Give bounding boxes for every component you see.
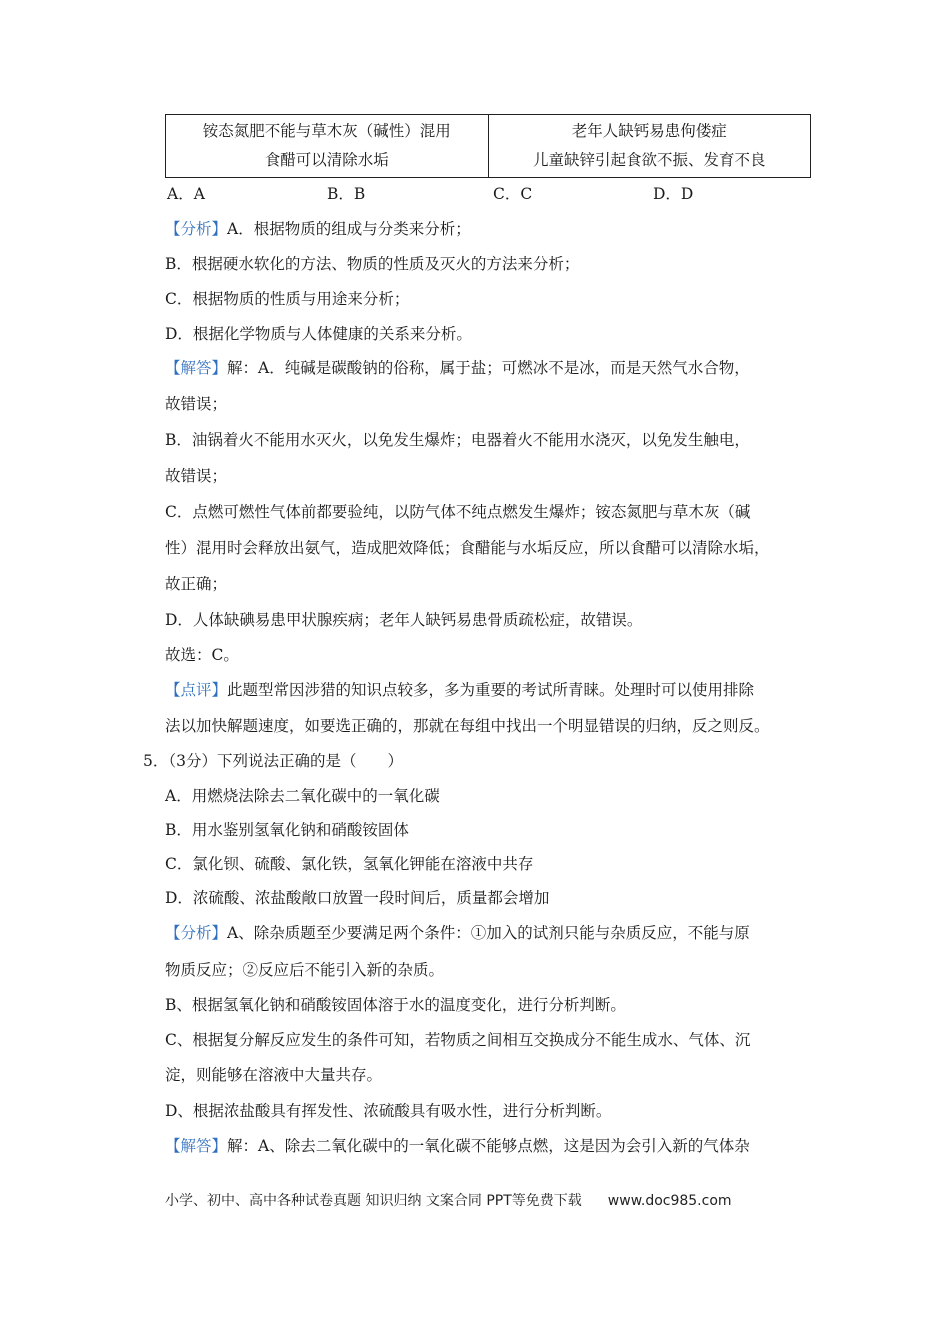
choice-a: A．A: [167, 185, 205, 203]
answer-text: 解：A．纯碱是碳酸钠的俗称，属于盐；可燃冰不是冰，而是天然气水合物，: [227, 359, 750, 377]
q4-answer-b: B．油锅着火不能用水灭火，以免发生爆炸；电器着火不能用水浇灭，以免发生触电，: [165, 431, 750, 449]
answer-tag: 【解答】: [165, 1137, 228, 1155]
page-footer: [165, 1190, 732, 1210]
q4-answer-c-cont: 故正确；: [165, 575, 228, 593]
table-cell-line: 儿童缺锌引起食欲不振、发育不良: [532, 151, 766, 169]
answer-text: 解：A、除去二氧化碳中的一氧化碳不能够点燃，这是因为会引入新的气体杂: [227, 1137, 750, 1155]
analysis-tag: 【分析】: [165, 924, 228, 942]
table-cell-line: 食醋可以清除水垢: [264, 151, 389, 169]
footer-text: 小学、初中、高中各种试卷真题 知识归纳 文案合同 PPT等免费下载: [165, 1193, 582, 1209]
q5-analysis-c-cont: 淀，则能够在溶液中大量共存。: [165, 1066, 383, 1084]
q4-analysis-c: C．根据物质的性质与用途来分析；: [165, 290, 410, 308]
q5-option-a: A．用燃烧法除去二氧化碳中的一氧化碳: [165, 787, 440, 805]
answer-tag: 【解答】: [165, 359, 228, 377]
q4-answer-b-cont: 故错误；: [165, 467, 228, 485]
q5-analysis-b: B、根据氢氧化钠和硝酸铵固体溶于水的温度变化，进行分析判断。: [165, 996, 626, 1014]
q5-analysis-d: D、根据浓盐酸具有挥发性、浓硫酸具有吸水性，进行分析判断。: [165, 1102, 612, 1120]
q4-comment: [165, 678, 754, 702]
answer-choices: [167, 182, 787, 206]
table-cell-line: 铵态氮肥不能与草木灰（碱性）混用: [202, 122, 451, 140]
q5-option-c: C．氯化钡、硫酸、氯化铁，氢氧化钾能在溶液中共存: [165, 855, 534, 873]
q5-answer-a: [165, 1134, 750, 1158]
q4-answer-a-cont: 故错误；: [165, 395, 228, 413]
q5-analysis-c: C、根据复分解反应发生的条件可知，若物质之间相互交换成分不能生成水、气体、沉: [165, 1031, 751, 1049]
q4-choose: 故选：C。: [165, 646, 239, 664]
options-table: [165, 114, 811, 178]
q4-analysis-a: [165, 217, 471, 241]
analysis-text: A、除杂质题至少要满足两个条件：①加入的试剂只能与杂质反应，不能与原: [227, 924, 750, 942]
q5-analysis-a-cont: 物质反应；②反应后不能引入新的杂质。: [165, 961, 445, 979]
analysis-tag: 【分析】: [165, 220, 228, 238]
q4-analysis-b: B．根据硬水软化的方法、物质的性质及灭火的方法来分析；: [165, 255, 580, 273]
comment-text: 此题型常因涉猎的知识点较多，多为重要的考试所青睐。处理时可以使用排除: [227, 681, 755, 699]
q5-option-b: B．用水鉴别氢氧化钠和硝酸铵固体: [165, 821, 409, 839]
q4-answer-d: D．人体缺碘易患甲状腺疾病；老年人缺钙易患骨质疏松症，故错误。: [165, 611, 643, 629]
analysis-text: A．根据物质的组成与分类来分析；: [227, 220, 471, 238]
q4-comment-cont: 法以加快解题速度，如要选正确的，那就在每组中找出一个明显错误的归纳，反之则反。: [165, 717, 770, 735]
q4-analysis-d: D．根据化学物质与人体健康的关系来分析。: [165, 325, 472, 343]
table-row: [166, 115, 811, 178]
q4-answer-c: C．点燃可燃性气体前都要验纯，以防气体不纯点燃发生爆炸；铵态氮肥与草木灰（碱: [165, 503, 751, 521]
q4-answer-a: [165, 356, 750, 380]
table-cell-left: [166, 115, 489, 178]
choice-c: C．C: [493, 185, 533, 203]
q5-option-d: D．浓硫酸、浓盐酸敞口放置一段时间后，质量都会增加: [165, 889, 550, 907]
q5-analysis-a: [165, 921, 750, 945]
table-cell-line: 老年人缺钙易患佝偻症: [571, 122, 727, 140]
table-cell-right: [488, 115, 811, 178]
q5-stem: 5．（3分）下列说法正确的是（ ）: [143, 752, 403, 770]
footer-link[interactable]: www.doc985.com: [607, 1193, 732, 1209]
choice-b: B．B: [327, 185, 366, 203]
q4-answer-c-cont: 性）混用时会释放出氨气，造成肥效降低；食醋能与水垢反应，所以食醋可以清除水垢，: [165, 539, 770, 557]
comment-tag: 【点评】: [165, 681, 228, 699]
choice-d: D．D: [653, 185, 694, 203]
